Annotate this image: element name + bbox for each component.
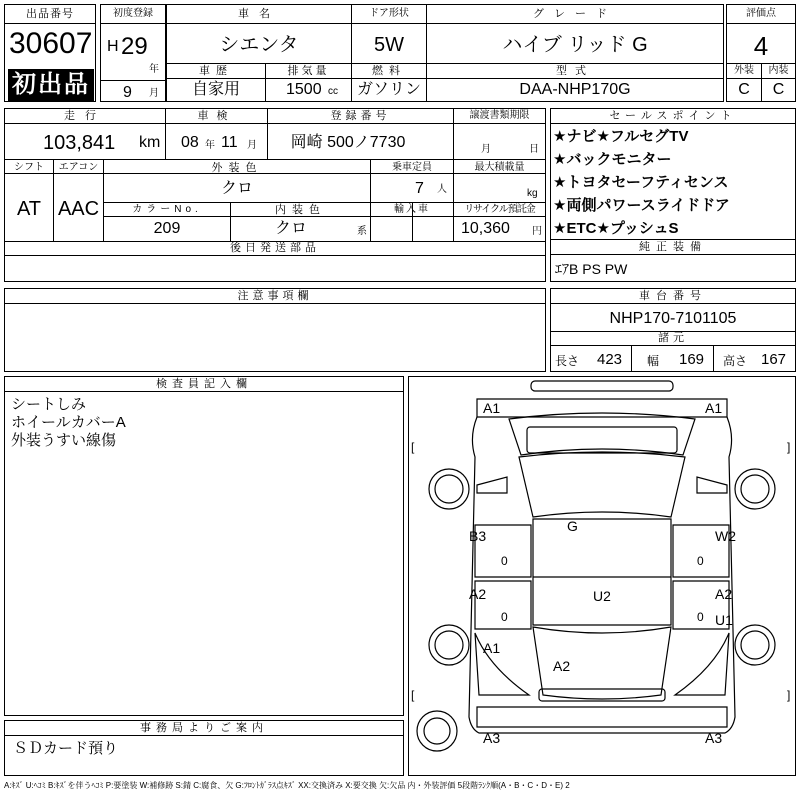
first-listing-badge: 初出品 [8,69,94,101]
color-no-label: カラーNo. [132,204,202,215]
equipment-label: 純正装備 [639,241,707,253]
sales-points-box [550,108,796,240]
color-no: 209 [153,220,181,237]
shift: AT [16,198,42,220]
score-label: 評価点 [746,8,776,19]
height-label: 高さ [723,354,748,368]
seats-label: 乗車定員 [392,162,432,173]
load-unit: kg [527,188,538,199]
month-unit: 月 [149,88,159,99]
lot-number: 30607 [9,27,93,60]
disp-box [265,63,352,102]
legend: A:ｷｽﾞ U:ﾍｺﾐ B:ｷｽﾞを伴うﾍｺﾐ P:要塗装 W:補修跡 S:錆 C:腐食、欠 G:ﾌﾛﾝﾄｶﾞﾗｽ点ｷｽﾞ XX:交換済み X:要交換 欠:欠品 内・外装評価 5段階ﾗﾝｸ順(A・B・C・D・E) 2 [4,781,570,790]
inspection-year-unit: 年 [205,140,215,151]
int-label: 内装 [768,65,789,76]
mark-roof-rear: U2 [593,588,611,604]
fuel: ガソリン [356,81,421,98]
mark-front-right: A1 [705,400,723,416]
later-parts-label: 後日発送部品 [230,242,320,254]
inspector-box [4,376,404,716]
sales-point: ★バックモニター [553,151,672,168]
recycle-label: リサイクル預託金 [464,204,535,215]
office-label: 事務局よりご案内 [140,722,268,734]
load-label: 最大積載量 [474,162,525,173]
length: 423 [597,351,623,368]
int-grade: C [772,81,785,98]
mark-right-front-door: W2 [715,528,736,544]
reg-number-label: 登録番号 [330,110,391,122]
mark-rear-right: A3 [705,730,723,746]
mark-left-front-door: B3 [469,528,487,544]
ext-int-box [726,63,796,102]
sales-points-label: セールスポイント [609,110,737,122]
shift-label: シフト [14,162,44,173]
door-box [351,4,427,64]
first-reg-label: 初度登録 [113,8,153,19]
notes-box [4,288,546,372]
reg-number: 岡崎 500ノ7730 [290,134,406,151]
ac: AAC [57,198,100,220]
name-box [166,4,352,64]
grade-box [426,4,724,64]
inspection-label: 車検 [197,110,236,122]
mark-front-left: A1 [483,400,501,416]
mark-rear-left: A3 [483,730,501,746]
int-color-unit: 系 [357,226,367,237]
int-color-label: 内装色 [275,204,326,216]
fuel-box [351,63,427,102]
bracket-right: ] [787,688,791,702]
history: 自家用 [191,81,240,98]
zero-mark: 0 [697,610,704,624]
width: 169 [679,351,705,368]
transfer-day-unit: 日 [529,144,539,155]
ac-label: エアコン [58,162,99,173]
width-label: 幅 [647,354,660,368]
zero-mark: 0 [697,554,704,568]
reg-month: 9 [123,84,132,101]
door-type: 5W [374,34,404,56]
equipment-box [550,239,796,282]
door-label: ドア形状 [369,8,409,19]
chassis-label: 車台番号 [639,290,707,302]
fuel-label: 燃料 [372,65,406,77]
disp-unit: cc [328,86,338,97]
mark-right-rear-door-a2: A2 [715,586,733,602]
score: 4 [753,31,769,61]
ext-grade: C [738,81,750,98]
info-table [4,108,546,282]
lot-box [4,4,96,102]
import-label: 輸入車 [394,204,430,215]
zero-mark: 0 [501,554,508,568]
mileage-label: 走行 [64,110,106,122]
equipment: ｴｱB PS PW [555,261,628,277]
inspector-line: シートしみ [11,396,87,413]
displacement: 1500 [286,81,322,98]
inspector-label: 検査員記入欄 [156,378,252,390]
ext-label: 外装 [734,65,754,76]
lot-label: 出品番号 [26,8,74,20]
inspection-month: 11 [221,134,238,151]
grade: ハイブ リッド G [502,34,648,56]
damage-diagram [408,376,796,776]
model-label: 型式 [556,65,594,77]
bracket-right: ] [787,440,791,454]
mark-right-rear-door-u1: U1 [715,612,733,628]
sales-point: ★トヨタセーフティセンス [553,174,729,191]
office-box [4,720,404,776]
inspector-line: ホイールカバーA [11,414,126,431]
grade-label: グレード [533,8,617,20]
history-box [166,63,266,102]
recycle-unit: 円 [532,226,542,237]
bracket-left: [ [411,688,415,702]
sales-point: ★ナビ★フルセグTV [553,128,689,145]
model-box [426,63,724,102]
first-reg-box [100,4,166,102]
transfer-month-unit: 月 [481,144,491,155]
mark-hatch: A2 [553,658,571,674]
transfer-deadline-label: 譲渡書類期限 [469,110,530,121]
bracket-left: [ [411,440,415,454]
history-label: 車歴 [199,65,233,77]
recycle: 10,360 [461,220,510,237]
mark-roof: G [567,518,578,534]
color-label: 外装色 [211,162,263,174]
seats: 7 [415,180,424,197]
color: クロ [220,180,253,197]
office-note: ＳＤカード預り [13,740,119,757]
int-color: クロ [274,220,307,237]
year-unit: 年 [149,64,159,75]
notes-label: 注意事項欄 [237,290,313,302]
inspector-line: 外装うすい線傷 [11,432,117,449]
era: H [107,38,119,55]
disp-label: 排気量 [287,65,330,77]
seats-unit: 人 [437,184,447,195]
reg-year: 29 [121,33,148,60]
mileage-unit: km [139,134,161,151]
mileage: 103,841 [43,132,116,154]
sales-point: ★両側パワースライドドア [553,197,730,214]
dims-label: 諸元 [658,332,688,344]
height: 167 [761,351,787,368]
sales-point: ★ETC★プッシュS [553,220,679,237]
inspection-month-unit: 月 [247,140,257,151]
zero-mark: 0 [501,610,508,624]
inspection-year: 08 [181,134,199,151]
score-box [726,4,796,64]
car-name: シエンタ [219,34,299,56]
name-label: 車名 [238,8,280,20]
mark-left-rear-door: A2 [469,586,487,602]
length-label: 長さ [555,354,580,368]
mark-left-rear-quarter: A1 [483,640,501,656]
car-outline [409,377,795,775]
model: DAA-NHP170G [519,81,631,98]
chassis-number: NHP170-7101105 [609,310,737,327]
chassis-box [550,288,796,372]
